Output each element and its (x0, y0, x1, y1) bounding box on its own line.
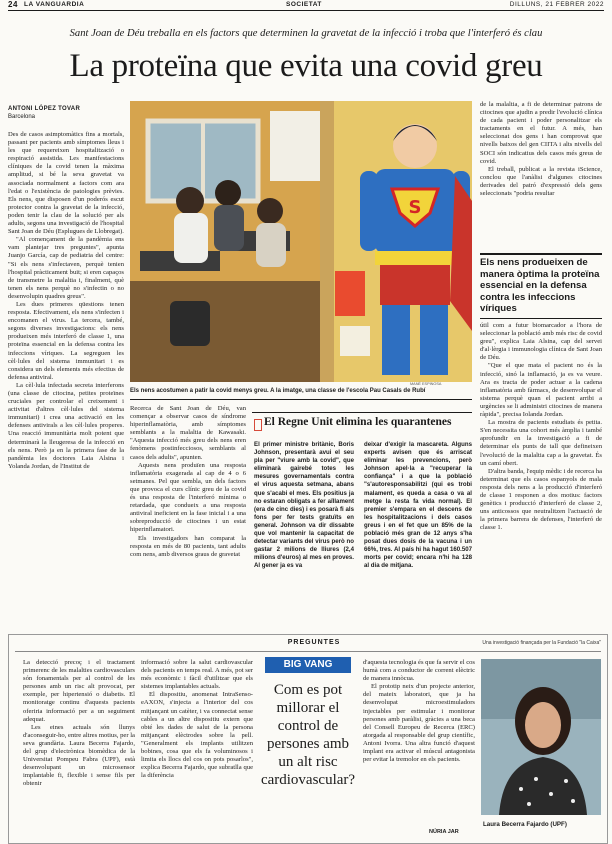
paragraph: "Al començament de la pandèmia ens vam plantejar tres preguntes", apunta Juanjo García, cap de pediatria del centre: "Si els nens s'infectaven, perquè tenien l'hospital pràcticament buit; si eren capaços de transmetre la malaltia i, finalment, què tenen els nens perquè no s'infectin o no desenvolupin quadres greus". (8, 236, 124, 300)
pullquote: Els nens produeixen de manera òptima la proteïna essencial en la defensa contra les infeccions víriques (480, 257, 600, 314)
article-photo (130, 101, 472, 382)
paragraph: D'altra banda, l'equip mèdic i de recerca ha determinat que els casos espanyols de mala resposta dels nens a la producció d'interferó de classe 1 responen a dos motius: factors genètics i producció d'interferó de classe 2, uns anticossos que neutralitzen l'actuació de la primera barrera de defenses, l'interferó de classe 1. (480, 467, 602, 532)
pullquote-rule-top (480, 253, 602, 255)
dateline: Barcelona (8, 114, 36, 120)
portrait-photo (481, 659, 601, 815)
portrait-caption: Laura Becerra Fajardo (UPF) (483, 821, 567, 828)
preguntes-sponsor: Una investigació finançada per la Fundació "la Caixa" (482, 640, 601, 646)
preguntes-section (8, 634, 608, 844)
preguntes-column-3 (363, 659, 475, 827)
paragraph: Recerca de Sant Joan de Déu, van començar a observar casos de síndrome hiperinflamatòria, amb símptomes semblants a la malaltia de Kawasaki. "Aquesta infecció més greu dels nens eren fenòmens postinfecciosos, semblants al casos dels adults", apunten. (130, 405, 246, 461)
preguntes-column-2 (141, 659, 253, 837)
paragraph: La mostra de pacients estudiats és petita. S'en necessita una cohort més àmplia i també aprofundir en la investigació a fi de determinar els punts de tall que defineixen l'evolució de la malaltia cap a la gravetat. És un camí obert. (480, 419, 602, 467)
classroom-illustration (130, 101, 472, 382)
uk-box-column-1: El primer ministre britànic, Boris Johnson, presentarà avui el seu pla per "viure amb la covid", que eliminarà gairebé totes les mesures governamentals contra el virus aquesta setmana, abans que s'acabi el mes. Els positius ja no estaran obligats a fer aïllament (era de cinc dies) i es posarà fi als fons per fer tests gratuïts en general. Johnson va dir dissabte que vol mantenir la capacitat de detectar variants del virus però no gastar 2 milions de lliures (2,4 milions d'euros) al mes en proves. Al gener ja es va (254, 441, 354, 570)
caption-rule (130, 399, 472, 400)
svg-text:S: S (408, 197, 422, 218)
uk-box-title: El Regne Unit elimina les quarantenes (264, 416, 452, 428)
paragraph: Des de casos asimptomàtics fins a mortals, passant per pacients amb símptomes lleus i les que requereixen hospitalització o respiració assistida. Les manifestacions clíniques de la covid tenen la màxima amplitud, si bé la seva gravetat va associada normalment a factors com ara l'edat o l'existència de patologies prèvies. Els nens, que disposen d'un poderós escut protector contra la gravetat de la infecció, poden tenir la clau de la solució per als adults, segons una investigació de l'hospital Sant Joan de Déu (Esplugues de Llobregat). (8, 131, 124, 236)
article-column-3-bottom (480, 322, 602, 630)
preguntes-question: Com es pot millorar el control de persones amb un alt risc cardiovascular? (260, 682, 356, 788)
preguntes-rule (15, 651, 601, 652)
paragraph: útil com a futur biomarcador a l'hora de seleccionar la població amb més risc de covid greu", explica Laia Alsina, cap del servei d'al·lèrgia i immunologia clínica de Sant Joan de Déu. (480, 322, 602, 362)
preguntes-label: PREGUNTES (287, 639, 341, 646)
byline: ANTONI LÓPEZ TOVAR (8, 106, 81, 112)
paragraph: d'aquesta tecnologia és que fa servir el cos humà com a conductor de corrent elèctric de manera innòcua. (363, 659, 475, 683)
uk-box-icon (254, 419, 262, 431)
paragraph: de la malaltia, a fi de determinar patrons de citocines que ajudin a predir l'evolució clínica de cada pacient i poder personalitzar els tractaments en el futur. A més, han seleccionat dos gens i han comprovat que nivells baixos del gen CIITA i alts nivells del SOCI són indicatius dels casos més greus de covid. (480, 101, 602, 165)
article-column-3-top (480, 101, 602, 253)
uk-box (252, 412, 472, 631)
newspaper-name: LA VANGUARDIA (24, 1, 85, 8)
photo-caption: Els nens acostumen a patir la covid menys greu. A la imatge, una classe de l'escola Pau Casals de Rubí (130, 388, 426, 394)
paragraph: "Que el que mata el pacient no és la infecció, sinó la inflamació, ja es va veure. Ara es tracta de poder actuar a la cadena inflamatòria amb fàrmacs, de desenvolupar el sistema perquè quan el pacient arribi a urgències se li administri citocines de manera ràpida", precisa Iolanda Jordan. (480, 362, 602, 419)
paragraph: El prototip neix d'un projecte anterior, del mateix laboratori, que ja ha desenvolupat microestimuladors injectables per estimular i monitorar persones amb paràlisi, gràcies a una beca del Consell Europeu de Recerca (ERC) atorgada al responsable del grup científic, Antoni Ivorra. Una altra funció d'aquest implant era activar el múscul antagonista per evitar la tremolor en els pacients. (363, 683, 475, 764)
kicker: Sant Joan de Déu treballa en els factors que determinen la gravetat de la infecció i troba que l'interferó és clau (69, 28, 543, 39)
paragraph: El dispositiu, anomenat IntraSenso-eAXON, s'injecta a l'interior del cos mitjançant un catèter, i va connectat sense cables a un altre dispositiu extern que obté les dades de salut de la persona mitjançant elèctrodes sobre la pell. "Generalment els implants utilitzen bobines, cosa que els fa voluminosos i limita els llocs del cos on pots posarlos", explica Becerra Fajardo, que subratlla que la diferència (141, 691, 253, 780)
section-name: SOCIETAT (286, 1, 322, 8)
pullquote-rule-bottom (480, 318, 602, 319)
paragraph: informació sobre la salut cardiovascular dels pacients en temps real. A més, pot ser més econòmic i fàcil d'utilitzar que els sistemes implantables actuals. (141, 659, 253, 691)
header-rule (8, 10, 604, 11)
paragraph: El treball, publicat a la revista iScience, conclou que l'anàlisi d'algunes citocines derivades del patró d'expressió dels gens seleccionats "podria resultar (480, 165, 602, 198)
paragraph: La cèl·lula infectada secreta interferons (una classe de citocina, petites proteïnes cruciales per controlar el creixement i activitat d'altres cèl·lules del sistema immunitari) i crea una activació en les defenses antivirals a les cèl·lules properes. Una reacció immunitària molt potent que determinarà la lleugeresa de la infecció en els nens. Però ja en la primera fase de la pandèmia les doctores Laia Alsina i Yolanda Jordan, de l'Institut de (8, 381, 124, 470)
uk-box-column-2: deixar d'exigir la mascareta. Alguns experts avisen que és arriscat eliminar les prevencions, però Johnson apel·la a "recuperar la confiança" i a que la població "s'autoresponsabilitzi (qui es trobi malament, es queda a casa o va al metge la resta fa vida normal). El premier s'empara en el descens de les hospitalitzacions i dels casos greus i en el fet que un 85% de la població més gran de 12 anys s'ha posat dues dosis de la vacuna i un 66%, tres. Al país hi ha hagut 160.507 morts per covid; encara n'hi ha 128 al dia de mitjana. (364, 441, 472, 570)
paragraph: La detecció precoç i el tractament primerenc de les malalties cardiovasculars són fonamentals per al control de les persones amb un risc alt provocat, per exemple, per hipertensió o diabetis. El monitoratge continu d'aquests pacients oferiria informació per a un seguiment adequat. (23, 659, 135, 723)
preguntes-author: NÚRIA JAR (429, 829, 459, 835)
page-number: 24 (8, 0, 18, 9)
preguntes-column-1 (23, 659, 135, 837)
page-header (8, 0, 604, 10)
article-column-2 (130, 405, 246, 629)
headline: La proteïna que evita una covid greu (69, 48, 543, 84)
paragraph: Les eines actuals són llunys d'aconseguir-ho, entre altres motius, per la seva grandària. Laura Becerra Fajardo, del grup d'electrònica biomèdica de la Universitat Pompeu Fabra (UPF), està desenvolupant un microsensor implantable fi, flexible i sense fils per obtenir (23, 723, 135, 788)
paragraph: Els investigadors han comparat la resposta en més de 80 pacients, tant adults com nens, amb diversos graus de gravetat (130, 534, 246, 558)
paragraph: Les dues primeres qüestions tenen resposta. Efectivament, els nens s'infecten i encomanen el virus. La tercera, també, segons diverses investigacions: els nens produeixen més interferó de classe 1, una proteïna essencial en la defensa contra les infeccions víriques. La segreguen les cèl·lules del sistema immunitari i es considera un dels elements més efectius de defensa antiviral. (8, 300, 124, 381)
article-column-1 (8, 131, 124, 629)
photo-credit: MANÉ ESPINOSA (410, 382, 442, 386)
paragraph: Aquests nens produïen una resposta inflamatòria exagerada al cap de 4 o 6 setmanes. Pel que sembla, un dels factors que provoca el curs clínic greu de la covid és una resposta de l'interferó mínima o retardada, que condueix a una resposta antiviral ineficient en la fase inicial i a una sobreproducció de citocines i un estat hiperinflamatori. (130, 461, 246, 534)
big-vang-badge: BIG VANG (265, 657, 351, 673)
portrait-illustration (481, 659, 601, 815)
issue-date: DILLUNS, 21 FEBRER 2022 (509, 1, 604, 8)
